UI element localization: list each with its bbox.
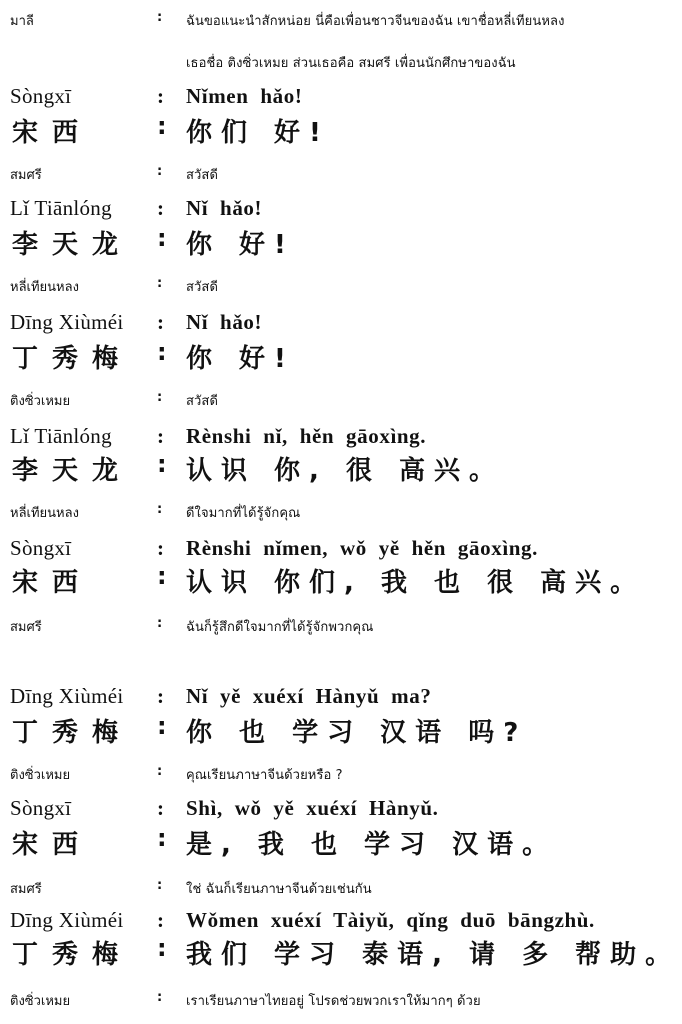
thai-translation: สวัสดี — [186, 168, 219, 183]
thai-translation: คุณเรียนภาษาจีนด้วยหรือ ? — [186, 768, 343, 783]
speaker-name: หลี่เทียนหลง — [10, 506, 79, 521]
colon-separator: : — [157, 536, 164, 560]
thai-translation: ดีใจมากที่ได้รู้จักคุณ — [186, 506, 301, 521]
speaker-name: Dīng Xiùméi — [10, 908, 124, 932]
pinyin-text: Nǐ yě xuéxí Hànyǔ ma? — [186, 684, 432, 708]
speaker-name: 宋西 — [12, 830, 93, 860]
chinese-text: 你 好! — [186, 344, 295, 374]
speaker-name: ติงซิ่วเหมย — [10, 394, 71, 409]
speaker-name: 丁秀梅 — [12, 718, 133, 748]
colon-separator: : — [157, 224, 167, 252]
speaker-name: Lǐ Tiānlóng — [10, 196, 112, 220]
colon-separator: : — [157, 164, 163, 179]
thai-translation: สวัสดี — [186, 280, 219, 295]
colon-separator: : — [157, 990, 163, 1005]
colon-separator: : — [157, 196, 164, 220]
speaker-name: 李天龙 — [12, 230, 133, 260]
speaker-name: 丁秀梅 — [12, 344, 133, 374]
speaker-name: สมศรี — [10, 168, 42, 183]
speaker-name: สมศรี — [10, 620, 42, 635]
chinese-text: 你们 好! — [186, 118, 330, 148]
thai-translation: สวัสดี — [186, 394, 219, 409]
pinyin-text: Nǐ hǎo! — [186, 310, 263, 334]
pinyin-text: Nǐ hǎo! — [186, 196, 263, 220]
speaker-name: ติงซิ่วเหมย — [10, 768, 71, 783]
colon-separator: : — [157, 684, 164, 708]
thai-translation: ใช่ ฉันก็เรียนภาษาจีนด้วยเช่นกัน — [186, 882, 372, 897]
speaker-name: Sòngxī — [10, 84, 72, 108]
speaker-name: Lǐ Tiānlóng — [10, 424, 112, 448]
chinese-text: 我们 学习 泰语, 请 多 帮助。 — [186, 940, 681, 970]
colon-separator: : — [157, 276, 163, 291]
speaker-name: Sòngxī — [10, 536, 72, 560]
chinese-text: 你 好! — [186, 230, 295, 260]
speaker-name: Dīng Xiùméi — [10, 684, 124, 708]
pinyin-text: Wǒmen xuéxí Tàiyǔ, qǐng duō bāngzhù. — [186, 908, 595, 932]
speaker-name: สมศรี — [10, 882, 42, 897]
colon-separator: : — [157, 764, 163, 779]
colon-separator: : — [157, 502, 163, 517]
colon-separator: : — [157, 112, 167, 140]
colon-separator: : — [157, 450, 167, 478]
colon-separator: : — [157, 796, 164, 820]
speaker-name: ติงซิ่วเหมย — [10, 994, 71, 1009]
chinese-text: 认识 你们, 我 也 很 高兴。 — [186, 568, 646, 598]
pinyin-text: Rènshi nǐ, hěn gāoxìng. — [186, 424, 427, 448]
thai-translation: เราเรียนภาษาไทยอยู่ โปรดช่วยพวกเราให้มากๆ ด้วย — [186, 994, 481, 1009]
pinyin-text: Nǐmen hǎo! — [186, 84, 303, 108]
colon-separator: : — [157, 562, 167, 590]
thai-translation: ฉันขอแนะนำสักหน่อย นี่คือเพื่อนชาวจีนของฉัน เขาชื่อหลี่เทียนหลง — [186, 14, 565, 29]
speaker-name: หลี่เทียนหลง — [10, 280, 79, 295]
pinyin-text: Shì, wǒ yě xuéxí Hànyǔ. — [186, 796, 439, 820]
colon-separator: : — [157, 390, 163, 405]
chinese-text: 你 也 学习 汉语 吗? — [186, 718, 528, 748]
speaker-name: 宋西 — [12, 118, 93, 148]
chinese-text: 是, 我 也 学习 汉语。 — [186, 830, 558, 860]
speaker-name: มาลี — [10, 14, 34, 29]
speaker-name: Dīng Xiùméi — [10, 310, 124, 334]
colon-separator: : — [157, 310, 164, 334]
colon-separator: : — [157, 908, 164, 932]
colon-separator: : — [157, 424, 164, 448]
colon-separator: : — [157, 934, 167, 962]
colon-separator: : — [157, 878, 163, 893]
speaker-name: 宋西 — [12, 568, 93, 598]
colon-separator: : — [157, 712, 167, 740]
pinyin-text: Rènshi nǐmen, wǒ yě hěn gāoxìng. — [186, 536, 538, 560]
speaker-name: 丁秀梅 — [12, 940, 133, 970]
thai-translation: เธอชื่อ ติงซิ่วเหมย ส่วนเธอคือ สมศรี เพื่อนนักศึกษาของฉัน — [186, 56, 516, 71]
chinese-text: 认识 你, 很 高兴。 — [186, 456, 505, 486]
thai-translation: ฉันก็รู้สึกดีใจมากที่ได้รู้จักพวกคุณ — [186, 620, 374, 635]
colon-separator: : — [157, 338, 167, 366]
colon-separator: : — [157, 824, 167, 852]
colon-separator: : — [157, 10, 163, 25]
speaker-name: 李天龙 — [12, 456, 133, 486]
speaker-name: Sòngxī — [10, 796, 72, 820]
colon-separator: : — [157, 616, 163, 631]
colon-separator: : — [157, 84, 164, 108]
